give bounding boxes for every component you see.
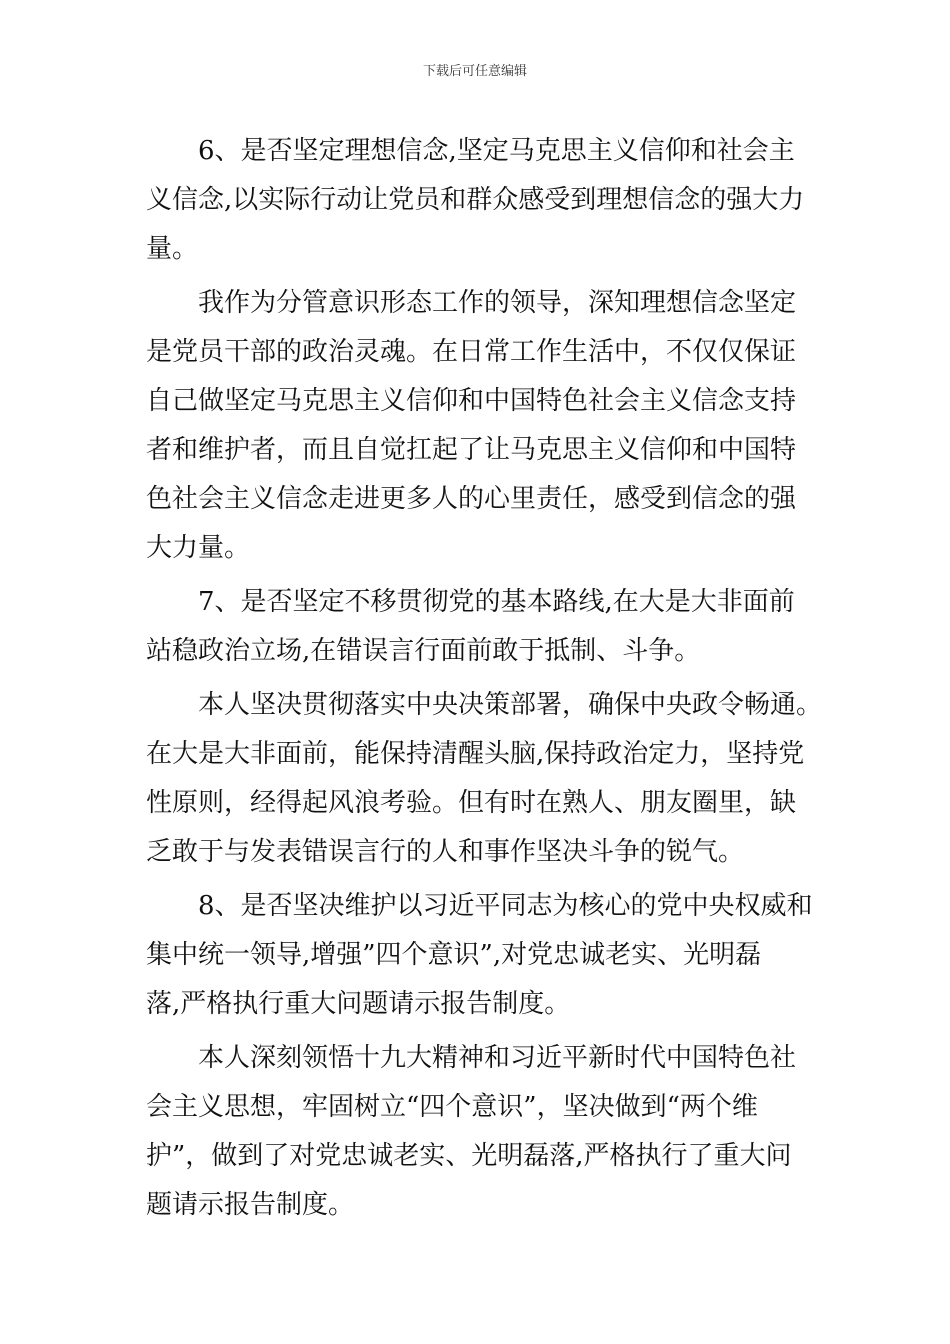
paragraph-answer-7	[146, 681, 823, 877]
paragraph-line: 义信念,以实际行动让党员和群众感受到理想信念的强大力	[146, 185, 805, 215]
paragraph-line: 乏敢于与发表错误言行的人和事作坚决斗争的锐气。	[146, 837, 745, 867]
paragraph-line: 大力量。	[146, 533, 251, 563]
paragraph-question-7	[146, 578, 816, 676]
paragraph-answer-8	[146, 1034, 816, 1230]
paragraph-line: 落,严格执行重大问题请示报告制度。	[146, 989, 571, 1019]
paragraph-line: 自己做坚定马克思主义信仰和中国特色社会主义信念支持	[146, 386, 797, 416]
paragraph-line: 性原则，经得起风浪考验。但有时在熟人、朋友圈里，缺	[146, 788, 797, 818]
paragraph-question-8	[146, 882, 816, 1029]
paragraph-line: 色社会主义信念走进更多人的心里责任，感受到信念的强	[146, 484, 797, 514]
paragraph-line: 我作为分管意识形态工作的领导，深知理想信念坚定	[198, 288, 797, 318]
paragraph-question-6	[146, 127, 816, 274]
document-body	[146, 127, 823, 1230]
paragraph-line: 量。	[146, 234, 199, 264]
paragraph-line: 7、是否坚定不移贯彻党的基本路线,在大是大非面前	[198, 587, 795, 617]
paragraph-line: 6、是否坚定理想信念,坚定马克思主义信仰和社会主	[198, 136, 795, 166]
paragraph-line: 护”，做到了对党忠诚老实、光明磊落,严格执行了重大问	[146, 1141, 792, 1171]
paragraph-line: 在大是大非面前，能保持清醒头脑,保持政治定力，坚持党	[146, 739, 805, 769]
paragraph-line: 集中统一领导,增强”四个意识”,对党忠诚老实、光明磊	[146, 940, 762, 970]
paragraph-line: 是党员干部的政治灵魂。在日常工作生活中，不仅仅保证	[146, 337, 797, 367]
paragraph-line: 本人深刻领悟十九大精神和习近平新时代中国特色社	[198, 1043, 797, 1073]
paragraph-line: 会主义思想，牢固树立“四个意识”，坚决做到“两个维	[146, 1092, 758, 1122]
paragraph-line: 题请示报告制度。	[146, 1190, 355, 1220]
page-header	[0, 64, 950, 80]
paragraph-answer-6	[146, 279, 816, 573]
paragraph-line: 站稳政治立场,在错误言行面前敢于抵制、斗争。	[146, 636, 701, 666]
paragraph-line: 者和维护者，而且自觉扛起了让马克思主义信仰和中国特	[146, 435, 797, 465]
paragraph-line: 8、是否坚决维护以习近平同志为核心的党中央权威和	[198, 891, 813, 921]
paragraph-line: 本人坚决贯彻落实中央决策部署，确保中央政令畅通。	[198, 690, 823, 720]
header-note: 下载后可任意编辑	[422, 64, 527, 79]
